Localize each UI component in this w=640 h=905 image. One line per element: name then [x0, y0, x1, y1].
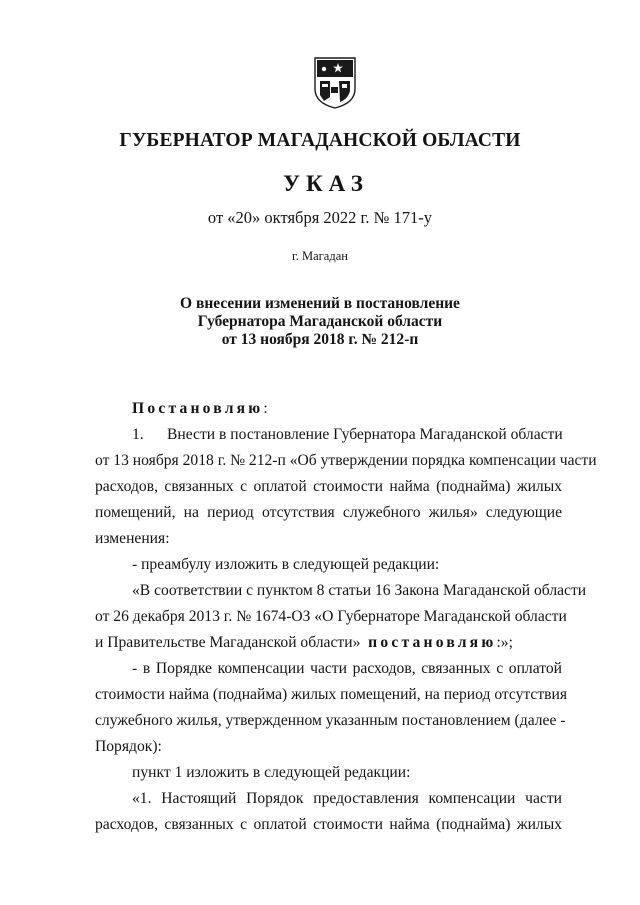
item-1-instruction: пункт 1 изложить в следующей редакции: — [132, 764, 411, 781]
issuer-title: ГУБЕРНАТОР МАГАДАНСКОЙ ОБЛАСТИ — [119, 130, 521, 151]
document-date-number: от «20» октября 2022 г. № 171-у — [207, 208, 433, 227]
quote-line: «В соответствии с пунктом 8 статьи 16 Закона Магаданской области — [132, 582, 587, 599]
quote-text: и Правительстве Магаданской области» — [95, 634, 361, 651]
order-line: - в Порядке компенсации части расходов, связанных с оплатой — [132, 660, 562, 677]
document-title — [0, 295, 640, 349]
item-1-quote-line: «1. Настоящий Порядок предоставления компенсации части — [132, 790, 562, 807]
title-line: О внесении изменений в постановление — [180, 295, 460, 312]
quote-resolve-word: постановляю — [368, 634, 497, 651]
preamble-instruction: - преамбулу изложить в следующей редакции: — [132, 556, 440, 573]
quote-line — [95, 630, 562, 656]
document-type: УКАЗ — [283, 171, 369, 196]
order-line: служебного жилья, утвержденном указанным постановлением (далее - — [95, 712, 566, 729]
resolve-line — [95, 396, 562, 422]
paragraph-1-line — [95, 422, 562, 448]
title-line: Губернатора Магаданской области — [197, 313, 443, 330]
resolve-word: Постановляю — [132, 400, 264, 417]
paragraph-1-line: расходов, связанных с оплатой стоимости найма (поднайма) жилых — [95, 478, 562, 495]
quote-end: :»; — [496, 634, 513, 651]
paragraph-text: Внести в постановление Губернатора Магаданской области — [167, 426, 563, 443]
document-body — [95, 396, 597, 838]
quote-line: от 26 декабря 2013 г. № 1674-ОЗ «О Губернаторе Магаданской области — [95, 608, 567, 625]
item-1-quote-line: расходов, связанных с оплатой стоимости найма (поднайма) жилых — [95, 816, 562, 833]
resolve-colon: : — [263, 400, 268, 417]
paragraph-1-line: изменения: — [95, 530, 170, 547]
magadan-coat-of-arms-icon — [314, 57, 356, 109]
paragraph-1-line: помещений, на период отсутствия служебного жилья» следующие — [95, 504, 562, 521]
document-city: г. Магадан — [292, 249, 348, 263]
order-line: Порядок): — [95, 738, 162, 755]
title-line: от 13 ноября 2018 г. № 212-п — [221, 331, 419, 348]
order-line: стоимости найма (поднайма) жилых помещений, на период отсутствия — [95, 686, 568, 703]
paragraph-1-line: от 13 ноября 2018 г. № 212-п «Об утверждении порядка компенсации части — [95, 452, 597, 469]
paragraph-number: 1. — [132, 426, 144, 443]
